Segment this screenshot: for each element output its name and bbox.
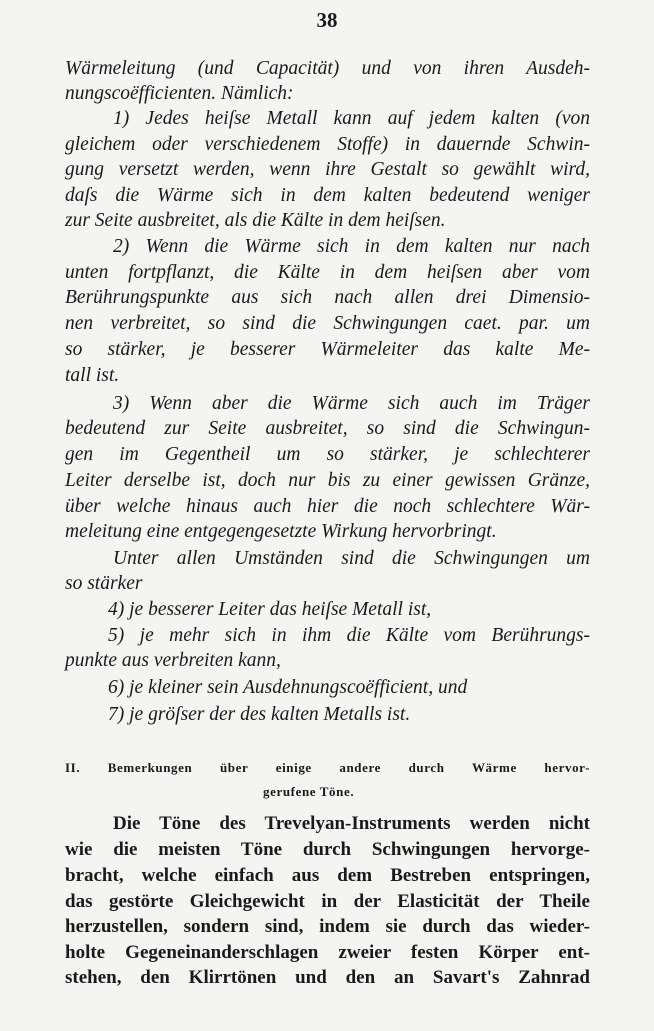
text-line: 2) Wenn die Wärme sich in dem kalten nur nach <box>113 236 590 257</box>
text-line: stehen, den Klirrtönen und den an Savart's Zahnrad <box>65 967 590 988</box>
text-line: so stärker, je besserer Wärmeleiter das kalte Me- <box>65 339 590 360</box>
text-line: bedeutend zur Seite ausbreitet, so sind die Schwingun- <box>65 418 590 439</box>
text-line: das gestörte Gleichgewicht in der Elasticität der Theile <box>65 891 590 912</box>
text-line: Leiter derselbe ist, doch nur bis zu einer gewissen Gränze, <box>65 470 590 491</box>
text-line: 6) je kleiner sein Ausdehnungscoëfficient, und <box>108 677 468 698</box>
section-heading: II. Bemerkungen über einige andere durch Wärme hervor- <box>65 760 590 775</box>
text-line: holte Gegeneinanderschlagen zweier festen Körper ent- <box>65 942 590 963</box>
text-line: 5) je mehr sich in ihm die Kälte vom Berührungs- <box>108 625 590 646</box>
text-line: Berührungspunkte aus sich nach allen drei Dimensio- <box>65 287 590 308</box>
text-line: daſs die Wärme sich in dem kalten bedeutend weniger <box>65 185 590 206</box>
text-line: 3) Wenn aber die Wärme sich auch im Träger <box>113 393 590 414</box>
text-line: Wärmeleitung (und Capacität) und von ihren Ausdeh- <box>65 58 590 79</box>
text-line: Die Töne des Trevelyan-Instruments werden nicht <box>113 813 590 834</box>
text-line: herzustellen, sondern sind, indem sie durch das wieder- <box>65 916 590 937</box>
text-line: 4) je besserer Leiter das heiſse Metall ist, <box>108 599 432 620</box>
text-line: zur Seite ausbreitet, als die Kälte in dem heiſsen. <box>65 210 446 231</box>
text-line: 1) Jedes heiſse Metall kann auf jedem kalten (von <box>113 108 590 129</box>
text-line: 7) je gröſser der des kalten Metalls ist. <box>108 704 411 725</box>
text-line: tall ist. <box>65 365 120 386</box>
text-line: bracht, welche einfach aus dem Bestreben entspringen, <box>65 865 590 886</box>
text-line: über welche hinaus auch hier die noch schlechtere Wär- <box>65 496 590 517</box>
text-line: nungscoëfficienten. Nämlich: <box>65 83 294 104</box>
text-line: gleichem oder verschiedenem Stoffe) in dauernde Schwin- <box>65 134 590 155</box>
text-line: punkte aus verbreiten kann, <box>65 650 281 671</box>
text-line: gen im Gegentheil um so stärker, je schlechterer <box>65 444 590 465</box>
text-line: unten fortpflanzt, die Kälte in dem heiſsen aber vom <box>65 262 590 283</box>
text-line: wie die meisten Töne durch Schwingungen hervorge- <box>65 839 590 860</box>
text-line: nen verbreitet, so sind die Schwingungen caet. par. um <box>65 313 590 334</box>
text-line: meleitung eine entgegengesetzte Wirkung hervorbringt. <box>65 521 497 542</box>
text-line: so stärker <box>65 573 143 594</box>
text-line: Unter allen Umständen sind die Schwingungen um <box>113 548 590 569</box>
page-number: 38 <box>316 8 338 32</box>
text-line: gung versetzt werden, wenn ihre Gestalt so gewählt wird, <box>65 159 590 180</box>
section-heading: gerufene Töne. <box>263 784 355 799</box>
